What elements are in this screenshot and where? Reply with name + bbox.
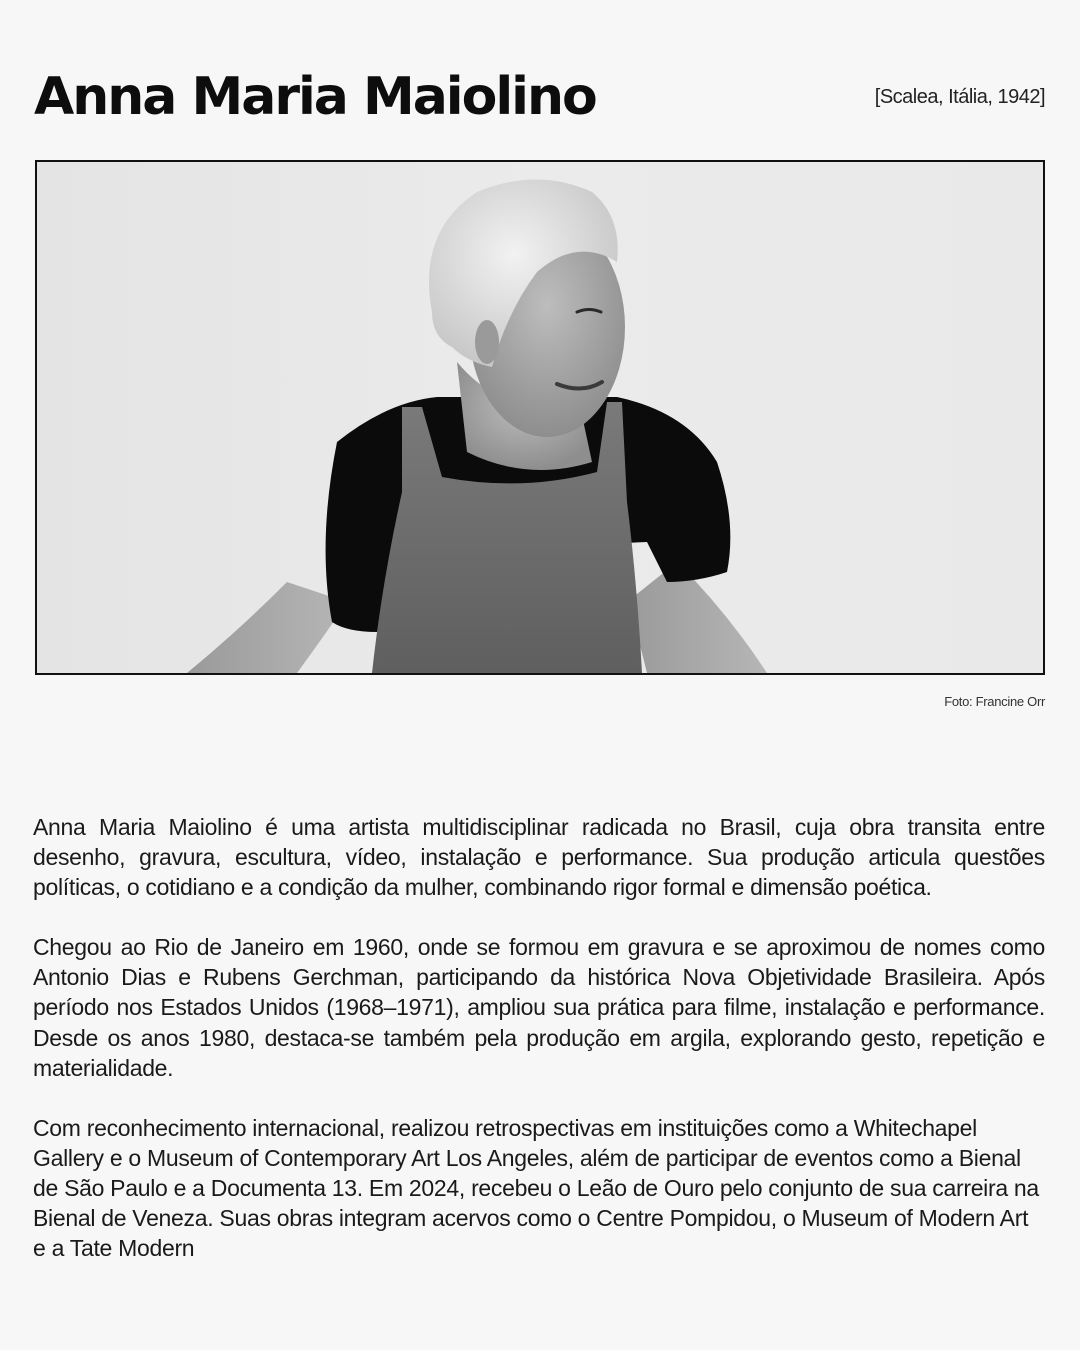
biography <box>33 812 1045 1263</box>
birth-info: [Scalea, Itália, 1942] <box>874 86 1045 108</box>
page-title: Anna Maria Maiolino <box>34 67 596 127</box>
bio-paragraph: Chegou ao Rio de Janeiro em 1960, onde se formou em gravura e se aproximou de nomes como Antonio Dias e Rubens Gerchman, participando da histórica Nova Objetividade Brasileira. Após período nos Estados Unidos (1968–1971), ampliou sua prática para filme, instalação e performance. Desde os anos 1980, destaca-se também pela produção em argila, explorando gesto, repetição e materialidade. <box>33 934 1045 1081</box>
portrait-illustration <box>37 162 1043 673</box>
portrait-photo <box>35 160 1045 675</box>
header <box>34 62 1045 132</box>
photo-credit: Foto: Francine Orr <box>944 694 1045 709</box>
bio-paragraph: Com reconhecimento internacional, realizou retrospectivas em instituições como a Whitechapel Gallery e o Museum of Contemporary Art Los Angeles, além de participar de eventos como a Bienal de São Paulo e a Documenta 13. Em 2024, recebeu o Leão de Ouro pelo conjunto de sua carreira na Bienal de Veneza. Suas obras integram acervos como o Centre Pompidou, o Museum of Modern Art e a Tate Modern <box>33 1114 1039 1262</box>
bio-paragraph: Anna Maria Maiolino é uma artista multidisciplinar radicada no Brasil, cuja obra transita entre desenho, gravura, escultura, vídeo, instalação e performance. Sua produção articula questões políticas, o cotidiano e a condição da mulher, combinando rigor formal e dimensão poética. <box>33 814 1045 901</box>
